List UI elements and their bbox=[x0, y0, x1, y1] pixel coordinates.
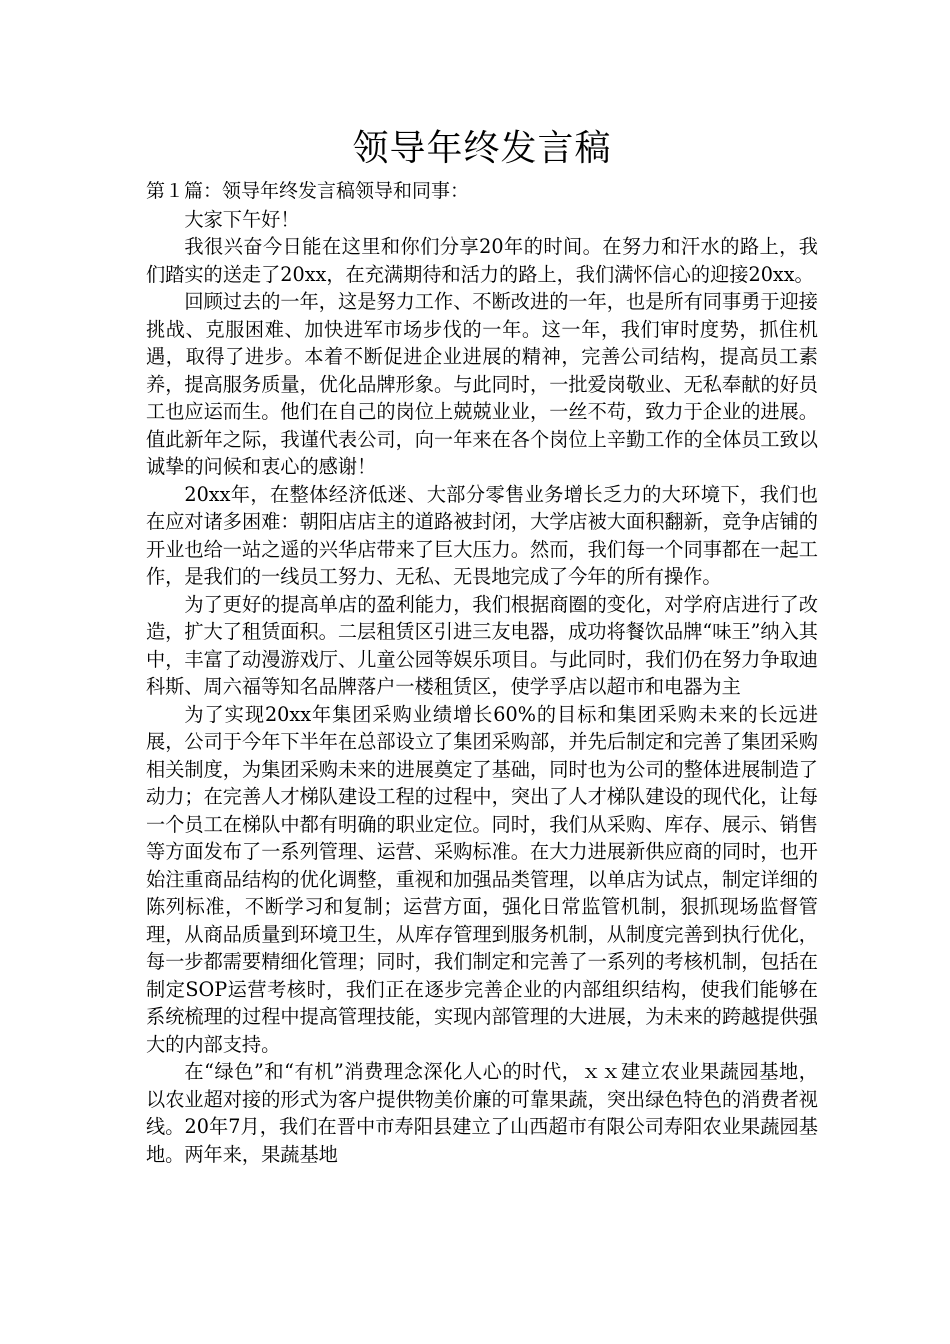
paragraph-review: 回顾过去的一年，这是努力工作、不断改进的一年，也是所有同事勇于迎接挑战、克服困难、加快进军市场步伐的一年。这一年，我们审时度势，抓住机遇，取得了进步。本着不断促进企业进展的精神，完善公司结构，提高员工素养，提高服务质量，优化品牌形象。与此同时，一批爱岗敬业、无私奉献的好员工也应运而生。他们在自己的岗位上兢兢业业，一丝不苟，致力于企业的进展。值此新年之际，我谨代表公司，向一年来在各个岗位上辛勤工作的全体员工致以诚挚的问候和衷心的感谢！ bbox=[146, 290, 818, 478]
paragraph-intro: 我很兴奋今日能在这里和你们分享20年的时间。在努力和汗水的路上，我们踏实的送走了20xx，在充满期待和活力的路上，我们满怀信心的迎接20xx。 bbox=[146, 235, 818, 286]
paragraph-group-purchasing: 为了实现20xx年集团采购业绩增长60%的目标和集团采购未来的长远进展，公司于今年下半年在总部设立了集团采购部，并先后制定和完善了集团采购相关制度，为集团采购未来的进展奠定了基础，同时也为公司的整体进展制造了动力；在完善人才梯队建设工程的过程中，突出了人才梯队建设的现代化，让每一个员工在梯队中都有明确的职业定位。同时，我们从采购、库存、展示、销售等方面发布了一系列管理、运营、采购标准。在大力进展新供应商的同时，也开始注重商品结构的优化调整，重视和加强品类管理，以单店为试点，制定详细的陈列标准，不断学习和复制；运营方面，强化日常监管机制，狠抓现场监督管理，从商品质量到环境卫生，从库存管理到服务机制，从制度完善到执行优化，每一步都需要精细化管理；同时，我们制定和完善了一系列的考核机制，包括在制定SOP运营考核时，我们正在逐步完善企业的内部组织结构，使我们能够在系统梳理的过程中提高管理技能，实现内部管理的大进展，为未来的跨越提供强大的内部支持。 bbox=[146, 702, 818, 1056]
paragraph-green-base: 在“绿色”和“有机”消费理念深化人心的时代，ｘｘ建立农业果蔬园基地，以农业超对接的形式为客户提供物美价廉的可靠果蔬，突出绿色特色的消费者视线。20年7月，我们在晋中市寿阳县建立了山西超市有限公司寿阳农业果蔬园基地。两年来，果蔬基地 bbox=[146, 1060, 818, 1166]
paragraph-store-renovation: 为了更好的提高单店的盈利能力，我们根据商圈的变化，对学府店进行了改造，扩大了租赁面积。二层租赁区引进三友电器，成功将餐饮品牌“味王”纳入其中，丰富了动漫游戏厅、儿童公园等娱乐项目。与此同时，我们仍在努力争取迪科斯、周六福等知名品牌落户一楼租赁区，使学孚店以超市和电器为主 bbox=[146, 592, 818, 698]
document-page bbox=[146, 120, 818, 1168]
paragraph-challenges: 20xx年，在整体经济低迷、大部分零售业务增长乏力的大环境下，我们也在应对诸多困难：朝阳店店主的道路被封闭，大学店被大面积翻新，竞争店铺的开业也给一站之遥的兴华店带来了巨大压力。然而，我们每一个同事都在一起工作，是我们的一线员工努力、无私、无畏地完成了今年的所有操作。 bbox=[146, 482, 818, 588]
document-subtitle: 第１篇：领导年终发言稿领导和同事： bbox=[146, 180, 470, 202]
document-title: 领导年终发言稿 bbox=[352, 128, 612, 169]
paragraph-greeting: 大家下午好！ bbox=[184, 207, 300, 231]
